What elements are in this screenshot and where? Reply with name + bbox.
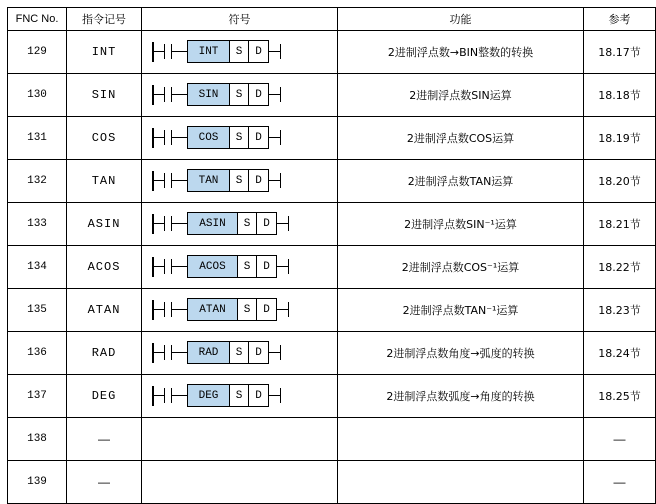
- cell-function: 2进制浮点数TAN⁻¹运算: [338, 289, 584, 332]
- instruction-operand: D: [263, 303, 270, 316]
- cell-symbol: [142, 289, 338, 332]
- rung-segment: [154, 352, 164, 353]
- cell-function: [338, 461, 584, 504]
- column-header-function: 功能: [338, 8, 584, 31]
- cell-symbol: [142, 246, 338, 289]
- table-body: [8, 31, 656, 504]
- cell-mnemonic: COS: [67, 117, 142, 160]
- instruction-opcode: DEG: [188, 385, 230, 406]
- cell-fnc-no: 132: [8, 160, 67, 203]
- rung-terminator: [280, 130, 281, 145]
- contact-icon: [164, 173, 165, 188]
- contact-icon: [164, 130, 165, 145]
- rung-segment: [154, 180, 164, 181]
- cell-symbol: [142, 160, 338, 203]
- rung-segment: [154, 309, 164, 310]
- rung-segment: [154, 223, 164, 224]
- instruction-block: [187, 126, 269, 149]
- cell-reference: —: [584, 418, 656, 461]
- cell-mnemonic: ASIN: [67, 203, 142, 246]
- power-rail-icon: [152, 343, 154, 363]
- cell-fnc-no: 134: [8, 246, 67, 289]
- cell-symbol: [142, 203, 338, 246]
- rung-segment: [171, 137, 187, 138]
- cell-function: [338, 418, 584, 461]
- power-rail-icon: [152, 386, 154, 406]
- cell-mnemonic: ATAN: [67, 289, 142, 332]
- table-row: [8, 203, 656, 246]
- table-row: [8, 375, 656, 418]
- cell-symbol: [142, 31, 338, 74]
- cell-mnemonic: RAD: [67, 332, 142, 375]
- cell-reference: 18.21节: [584, 203, 656, 246]
- cell-symbol: [142, 332, 338, 375]
- cell-symbol: [142, 74, 338, 117]
- instruction-operand: S: [230, 342, 249, 363]
- instruction-block: [187, 255, 277, 278]
- rung-segment: [171, 266, 187, 267]
- rung-terminator: [280, 388, 281, 403]
- cell-symbol: [142, 375, 338, 418]
- table-row: [8, 31, 656, 74]
- cell-reference: 18.18节: [584, 74, 656, 117]
- instruction-opcode: INT: [188, 41, 230, 62]
- rung-terminator: [288, 302, 289, 317]
- table-row: [8, 160, 656, 203]
- contact-icon: [164, 345, 165, 360]
- column-header-symbol: 符号: [142, 8, 338, 31]
- ladder-diagram: [152, 212, 327, 236]
- rung-terminator: [280, 345, 281, 360]
- cell-fnc-no: 138: [8, 418, 67, 461]
- cell-function: 2进制浮点数SIN运算: [338, 74, 584, 117]
- instruction-operand: D: [255, 131, 262, 144]
- power-rail-icon: [152, 257, 154, 277]
- instruction-opcode: ACOS: [188, 256, 238, 277]
- cell-fnc-no: 136: [8, 332, 67, 375]
- cell-fnc-no: 131: [8, 117, 67, 160]
- instruction-operand: S: [238, 213, 257, 234]
- instruction-operand: S: [230, 127, 249, 148]
- cell-function: 2进制浮点数TAN运算: [338, 160, 584, 203]
- cell-symbol: [142, 117, 338, 160]
- cell-reference: 18.17节: [584, 31, 656, 74]
- instruction-opcode: ATAN: [188, 299, 238, 320]
- rung-terminator: [280, 87, 281, 102]
- cell-function: 2进制浮点数SIN⁻¹运算: [338, 203, 584, 246]
- instruction-block: [187, 298, 277, 321]
- contact-icon: [164, 388, 165, 403]
- power-rail-icon: [152, 85, 154, 105]
- cell-fnc-no: 135: [8, 289, 67, 332]
- cell-function: 2进制浮点数弧度→角度的转换: [338, 375, 584, 418]
- rung-segment: [171, 352, 187, 353]
- power-rail-icon: [152, 214, 154, 234]
- table-row: [8, 117, 656, 160]
- table-row: [8, 332, 656, 375]
- cell-reference: 18.22节: [584, 246, 656, 289]
- rung-segment: [154, 51, 164, 52]
- instruction-operand: D: [263, 217, 270, 230]
- ladder-diagram: [152, 83, 327, 107]
- instruction-operand: S: [238, 256, 257, 277]
- instruction-block: [187, 341, 269, 364]
- cell-mnemonic: TAN: [67, 160, 142, 203]
- instruction-operand: D: [255, 45, 262, 58]
- rung-segment: [171, 395, 187, 396]
- rung-segment: [171, 309, 187, 310]
- ladder-diagram: [152, 40, 327, 64]
- column-header-mnemonic: 指令记号: [67, 8, 142, 31]
- instruction-operand: D: [255, 88, 262, 101]
- cell-reference: 18.25节: [584, 375, 656, 418]
- ladder-diagram: [152, 384, 327, 408]
- column-header-reference: 参考: [584, 8, 656, 31]
- instruction-block: [187, 40, 269, 63]
- instruction-operand: S: [230, 41, 249, 62]
- rung-terminator: [280, 44, 281, 59]
- cell-reference: 18.23节: [584, 289, 656, 332]
- instruction-operand: S: [230, 84, 249, 105]
- ladder-diagram: [152, 298, 327, 322]
- rung-segment: [171, 51, 187, 52]
- contact-icon: [164, 302, 165, 317]
- instruction-opcode: RAD: [188, 342, 230, 363]
- table-row: [8, 289, 656, 332]
- ladder-diagram: [152, 341, 327, 365]
- power-rail-icon: [152, 128, 154, 148]
- cell-reference: 18.20节: [584, 160, 656, 203]
- table-header-row: [8, 8, 656, 31]
- power-rail-icon: [152, 42, 154, 62]
- instruction-operand: D: [255, 174, 262, 187]
- power-rail-icon: [152, 171, 154, 191]
- ladder-diagram: [152, 169, 327, 193]
- rung-segment: [171, 223, 187, 224]
- contact-icon: [164, 44, 165, 59]
- cell-mnemonic: DEG: [67, 375, 142, 418]
- instruction-list-table: [7, 7, 656, 504]
- contact-icon: [164, 87, 165, 102]
- rung-segment: [154, 137, 164, 138]
- instruction-operand: D: [255, 346, 262, 359]
- instruction-block: [187, 384, 269, 407]
- power-rail-icon: [152, 300, 154, 320]
- rung-segment: [154, 395, 164, 396]
- rung-segment: [171, 94, 187, 95]
- cell-symbol: [142, 461, 338, 504]
- table-row: [8, 246, 656, 289]
- rung-segment: [171, 180, 187, 181]
- column-header-fnc-no: FNC No.: [8, 8, 67, 31]
- cell-mnemonic: —: [67, 461, 142, 504]
- instruction-opcode: TAN: [188, 170, 230, 191]
- contact-icon: [164, 216, 165, 231]
- cell-mnemonic: ACOS: [67, 246, 142, 289]
- ladder-diagram: [152, 255, 327, 279]
- instruction-block: [187, 169, 269, 192]
- cell-reference: —: [584, 461, 656, 504]
- cell-reference: 18.24节: [584, 332, 656, 375]
- cell-fnc-no: 130: [8, 74, 67, 117]
- instruction-operand: S: [238, 299, 257, 320]
- rung-terminator: [288, 259, 289, 274]
- instruction-block: [187, 212, 277, 235]
- cell-fnc-no: 133: [8, 203, 67, 246]
- ladder-diagram: [152, 126, 327, 150]
- table-header: [8, 8, 656, 31]
- cell-fnc-no: 137: [8, 375, 67, 418]
- table-row: [8, 461, 656, 504]
- cell-function: 2进制浮点数角度→弧度的转换: [338, 332, 584, 375]
- rung-segment: [154, 266, 164, 267]
- cell-function: 2进制浮点数→BIN整数的转换: [338, 31, 584, 74]
- instruction-opcode: ASIN: [188, 213, 238, 234]
- cell-mnemonic: —: [67, 418, 142, 461]
- cell-reference: 18.19节: [584, 117, 656, 160]
- instruction-opcode: SIN: [188, 84, 230, 105]
- cell-symbol: [142, 418, 338, 461]
- cell-function: 2进制浮点数COS运算: [338, 117, 584, 160]
- instruction-operand: D: [255, 389, 262, 402]
- instruction-operand: D: [263, 260, 270, 273]
- cell-mnemonic: SIN: [67, 74, 142, 117]
- rung-terminator: [288, 216, 289, 231]
- rung-terminator: [280, 173, 281, 188]
- cell-function: 2进制浮点数COS⁻¹运算: [338, 246, 584, 289]
- instruction-opcode: COS: [188, 127, 230, 148]
- cell-mnemonic: INT: [67, 31, 142, 74]
- cell-fnc-no: 129: [8, 31, 67, 74]
- instruction-operand: S: [230, 170, 249, 191]
- instruction-block: [187, 83, 269, 106]
- table-row: [8, 418, 656, 461]
- instruction-operand: S: [230, 385, 249, 406]
- cell-fnc-no: 139: [8, 461, 67, 504]
- table-row: [8, 74, 656, 117]
- rung-segment: [154, 94, 164, 95]
- contact-icon: [164, 259, 165, 274]
